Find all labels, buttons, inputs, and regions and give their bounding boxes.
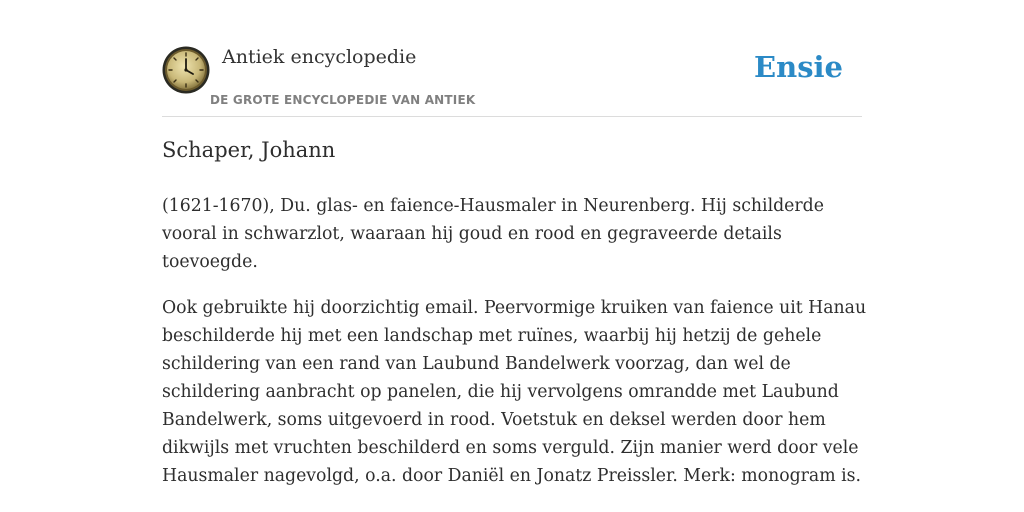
brand-logo-ensie[interactable]: Ensie: [754, 50, 843, 84]
site-header: [162, 42, 862, 117]
site-title[interactable]: Antiek encyclopedie: [222, 46, 417, 68]
article-body: [162, 192, 872, 508]
article-title: Schaper, Johann: [162, 138, 336, 162]
article-paragraph: (1621-1670), Du. glas- en faience-Hausmaler in Neurenberg. Hij schilderde vooral in schwarzlot, waaraan hij goud en rood en gegraveerde details toevoegde.: [162, 196, 824, 272]
article-paragraph: Ook gebruikte hij doorzichtig email. Peervormige kruiken van faience uit Hanau beschilderde hij met een landschap met ruïnes, waarbij hij hetzij de gehele schildering van een rand van Laubund Bandelwerk voorzag, dan wel de schildering aanbracht op panelen, die hij vervolgens omrandde met Laubund Bandelwerk, soms uitgevoerd in rood. Voetstuk en deksel werden door hem dikwijls met vruchten beschilderd en soms verguld. Zijn manier werd door vele Hausmaler nagevolgd, o.a. door Daniël en Jonatz Preissler. Merk: monogram is.: [162, 298, 867, 486]
site-tagline: DE GROTE ENCYCLOPEDIE VAN ANTIEK: [210, 93, 476, 107]
antique-clock-icon[interactable]: [162, 46, 210, 94]
